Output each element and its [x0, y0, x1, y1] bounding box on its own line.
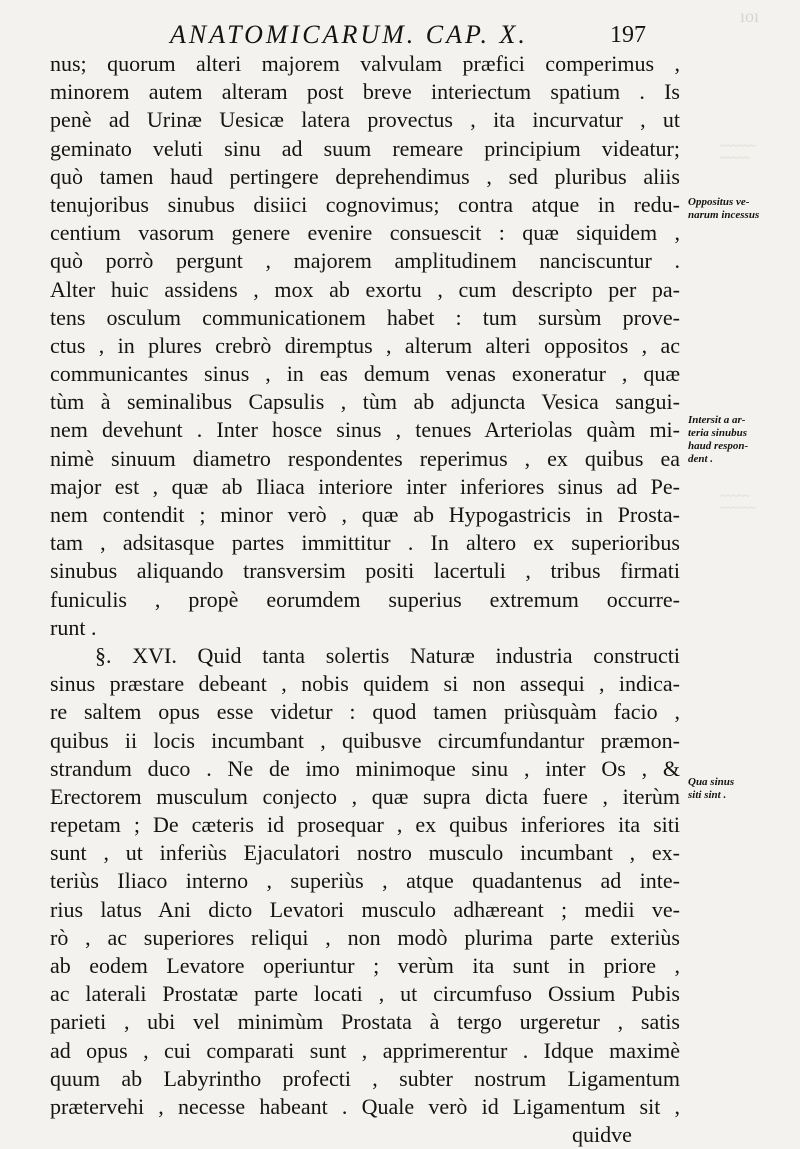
margin-note-opposite-veins: [688, 196, 796, 222]
text-line: nem devehunt . Inter hosce sinus , tenues Arteriolas quàm mi-: [50, 417, 680, 443]
text-line: teriùs Iliaco interno , superiùs , atque quadantenus ad inte-: [50, 868, 680, 894]
catchword: quidve: [572, 1122, 632, 1148]
margin-note-arteries: [688, 414, 796, 466]
running-header: [170, 18, 670, 52]
text-line: tens osculum communicationem habet : tum sursùm prove-: [50, 304, 680, 330]
text-line: minorem autem alteram post breve interiectum spatium . Is: [50, 79, 680, 105]
margin-note-line: Intersit a ar-: [688, 414, 746, 426]
page-number: 197: [610, 22, 646, 48]
margin-note-sinus-location: [688, 776, 796, 802]
text-line: nimè sinuum diametro respondentes reperimus , ex quibus ea: [50, 445, 680, 471]
text-line: quum ab Labyrintho profecti , subter nostrum Ligamentum: [50, 1065, 680, 1091]
text-line: re saltem opus esse videtur : quod tamen priùsquàm facio ,: [50, 699, 680, 725]
text-line: tam , adsitasque partes immittitur . In altero ex superioribus: [50, 530, 680, 556]
text-line: communicantes sinus , in eas demum venas exoneratur , quæ: [50, 361, 680, 387]
text-line: runt .: [50, 614, 97, 640]
text-line: quò tamen haud pertingere deprehendimus , sed pluribus aliis: [50, 163, 680, 189]
margin-note-line: Oppositus ve-: [688, 196, 750, 208]
text-line: penè ad Urinæ Uesicæ latera provectus , ita incurvatur , ut: [50, 107, 680, 133]
text-line: quibus ii locis incumbant , quibusve circumfundantur præmon-: [50, 727, 680, 753]
margin-note-line: teria sinubus: [688, 427, 747, 439]
text-line: parieti , ubi vel minimùm Prostata à tergo urgeretur , satis: [50, 1009, 680, 1035]
chapter-title: ANATOMICARUM. CAP. X.: [170, 20, 528, 49]
margin-note-line: haud respon-: [688, 440, 749, 452]
text-line: quò porrò pergunt , majorem amplitudinem nanciscuntur .: [50, 248, 680, 274]
text-line: funiculis , propè eorumdem superius extremum occurre-: [50, 586, 680, 612]
margin-note-line: dent .: [688, 453, 714, 465]
text-line: strandum duco . Ne de imo minimoque sinu , inter Os , &: [50, 755, 680, 781]
section-heading-line: §. XVI. Quid tanta solertis Naturæ industria constructi: [95, 642, 680, 668]
text-line: ctus , in plures crebrò diremptus , alterum alteri oppositos , ac: [50, 332, 680, 358]
show-through-mark: ıoı: [740, 6, 760, 26]
text-line: rò , ac superiores reliqui , non modò plurima parte exteriùs: [50, 924, 680, 950]
text-line: sinubus aliquando transversim positi lacertuli , tribus firmati: [50, 558, 680, 584]
text-line: tenujoribus sinubus disiici cognovimus; contra atque in redu-: [50, 191, 680, 217]
show-through-text: ~~~~~ ~~~~~~: [720, 490, 756, 514]
text-line: geminato veluti sinu ad suum remeare principium videatur;: [50, 135, 680, 161]
text-line: sunt , ut inferiùs Ejaculatori nostro musculo incumbant , ex-: [50, 840, 680, 866]
text-line: nem contendit ; minor verò , quæ ab Hypogastricis in Prosta-: [50, 502, 680, 527]
text-line: rius latus Ani dicto Levatori musculo adhæreant ; medii ve-: [50, 896, 680, 922]
text-line: Alter huic assidens , mox ab exortu , cum descripto per pa-: [50, 276, 680, 302]
margin-note-line: siti sint .: [688, 789, 727, 801]
margin-note-line: Qua sinus: [688, 776, 735, 788]
text-line: ab eodem Levatore operiuntur ; verùm ita sunt in priore ,: [50, 953, 680, 978]
text-line: repetam ; De cæteris id prosequar , ex quibus inferiores ita siti: [50, 812, 680, 838]
text-line: ac laterali Prostatæ parte locati , ut circumfuso Ossium Pubis: [50, 981, 680, 1007]
text-line: sinus præstare debeant , nobis quidem si non assequi , indica-: [50, 671, 680, 697]
text-line: prætervehi , necesse habeant . Quale verò id Ligamentum sit ,: [50, 1093, 680, 1119]
margin-note-line: narum incessus: [688, 209, 760, 221]
text-line: nus; quorum alteri majorem valvulam præfici comperimus ,: [50, 51, 680, 76]
text-line: tùm à seminalibus Capsulis , tùm ab adjuncta Vesica sangui-: [50, 389, 680, 415]
text-line: major est , quæ ab Iliaca interiore inter inferiores sinus ad Pe-: [50, 473, 680, 499]
show-through-text: ~~~~~~ ~~~~~: [720, 140, 756, 164]
text-line: centium vasorum genere evenire consuescit : quæ siquidem ,: [50, 220, 680, 246]
text-line: ad opus , cui comparati sunt , apprimerentur . Idque maximè: [50, 1037, 680, 1063]
main-text-block: [50, 50, 680, 1149]
text-line: Erectorem musculum conjecto , quæ supra dicta fuere , iterùm: [50, 783, 680, 809]
